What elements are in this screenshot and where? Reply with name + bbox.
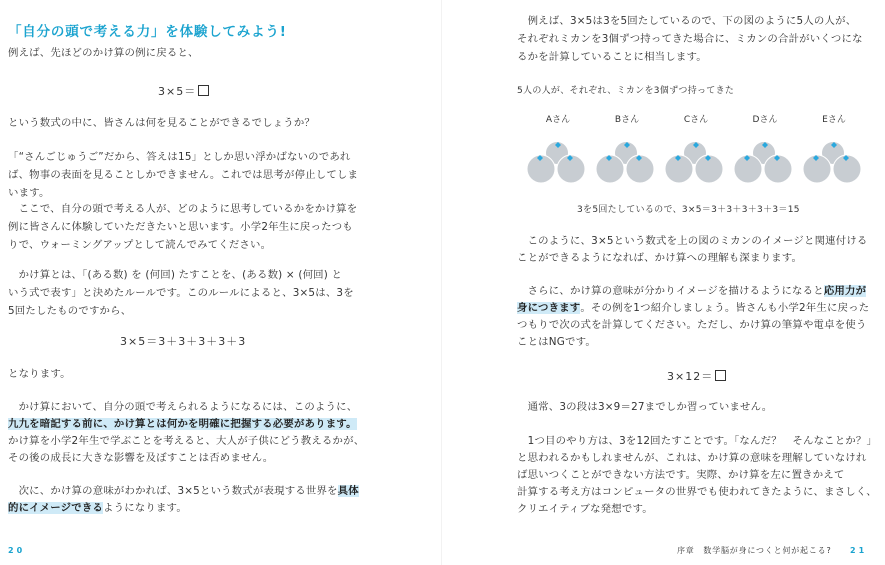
mikan-icon: [732, 140, 796, 184]
mikan-group-d: [732, 140, 796, 184]
equation: [667, 368, 726, 384]
paragraph-line: クリエイティブな発想です。: [517, 503, 653, 515]
person-label-d: Dさん: [752, 115, 778, 125]
paragraph: 通常、3の段は3×9＝27までしか習っていません。: [517, 401, 773, 413]
person-label-c: Cさん: [683, 115, 709, 125]
paragraph-line: 「“さんごじゅうご”だから、答えは15」としか思い浮かばないのであれ: [8, 151, 351, 163]
paragraph-line: ば、物事の表面を見ることしかできません。これでは思考が停止してしま: [8, 169, 359, 181]
paragraph-line: 例に皆さんに体験していただきたいと思います。小学2年生に戻ったつも: [8, 221, 353, 233]
mikan-group-a: [525, 140, 589, 184]
equation-text: 3×12＝: [667, 370, 714, 383]
highlighted-text: 九九を暗記する前に、かけ算とは何かを明確に把握する必要があります。: [8, 418, 357, 430]
mikan-icon: [663, 140, 727, 184]
answer-box: [715, 370, 726, 381]
highlighted-text: 身につきます: [517, 302, 581, 314]
paragraph-line: かけ算を小学2年生で学ぶことを考えると、大人が子供にどう教えるかが、: [8, 435, 365, 447]
paragraph-line: かけ算とは、「(ある数) を (何回) たすことを、(ある数) × (何回) と: [8, 269, 343, 281]
paragraph-line: [8, 482, 359, 500]
answer-box: [198, 85, 209, 96]
paragraph-line: 例えば、3×5は3を5回たしているので、下の図のように5人の人が、: [517, 15, 857, 27]
paragraph-line: 計算する考え方はコンピュータの世界でも使われてきたように、まさしく、: [517, 486, 877, 498]
highlighted-text: 具体: [337, 485, 359, 497]
highlighted-text: 的にイメージできる: [8, 502, 104, 514]
page-number: 20: [8, 546, 26, 555]
paragraph-line: ことはNGです。: [517, 336, 596, 348]
paragraph-line: [8, 499, 187, 517]
mikan-icon: [594, 140, 658, 184]
mikan-group-e: [801, 140, 865, 184]
paragraph-line: 5回たしたものですから、: [8, 305, 132, 317]
figure-caption: 3を5回たしているので、3×5＝3＋3＋3＋3＋3＝15: [577, 205, 800, 215]
paragraph-line: [517, 299, 869, 317]
highlighted-text: 応用力が: [823, 285, 867, 297]
paragraph-line: その後の成長に大きな影響を及ぼすことは否めません。: [8, 452, 274, 464]
paragraph-line: [8, 415, 357, 433]
mikan-group-c: [663, 140, 727, 184]
page-number: 21: [850, 546, 868, 555]
paragraph: となります。: [8, 368, 71, 380]
person-label-a: Aさん: [545, 115, 571, 125]
text-span: さらに、かけ算の意味が分かりイメージを描けるようになると: [517, 285, 824, 297]
person-label-e: Eさん: [822, 115, 846, 125]
figure-title: 5人の人が、それぞれ、ミカンを3個ずつ持ってきた: [517, 86, 735, 96]
paragraph: という数式の中に、皆さんは何を見ることができるでしょうか？: [8, 117, 316, 129]
left-page: [0, 0, 430, 565]
mikan-group-b: [594, 140, 658, 184]
paragraph-line: りで、ウォーミングアップとして読んでみてください。: [8, 239, 272, 251]
text-span: 次に、かけ算の意味がわかれば、3×5という数式が表現する世界を: [8, 485, 338, 497]
equation: [158, 83, 209, 99]
paragraph-line: と思われるかもしれませんが、これは、かけ算の意味を理解していなけれ: [517, 452, 867, 464]
mikan-icon: [801, 140, 865, 184]
paragraph-line: それぞれミカンを3個ずつ持ってきた場合に、ミカンの合計がいくつにな: [517, 33, 863, 45]
person-label-b: Bさん: [614, 115, 640, 125]
paragraph-line: ば思いつくことができない方法です。実際、かけ算を左に置きかえて: [517, 469, 845, 481]
paragraph-line: いう式で表す」と決めたルールです。このルールによると、3×5は、3を: [8, 287, 354, 299]
section-heading: 「自分の頭で考える力」を体験してみよう!: [8, 24, 287, 40]
paragraph-line: ここで、自分の頭で考える人が、どのように思考しているかをかけ算を: [8, 203, 358, 215]
paragraph-line: ことができるようになれば、かけ算への理解も深まります。: [517, 252, 803, 264]
page-gutter: [441, 0, 442, 565]
paragraph-line: 1つ目のやり方は、3を12回たすことです。「なんだ？ そんなことか？」: [517, 435, 878, 447]
paragraph-line: このように、3×5という数式を上の図のミカンのイメージと関連付ける: [517, 235, 868, 247]
text-span: 。その例を1つ紹介しましょう。皆さんも小学2年生に戻った: [580, 302, 870, 314]
paragraph: 例えば、先ほどのかけ算の例に戻ると、: [8, 47, 199, 59]
text-span: ようになります。: [103, 502, 187, 514]
right-page: [455, 0, 885, 565]
equation: 3×5＝3＋3＋3＋3＋3: [120, 335, 247, 348]
paragraph-line: つもりで次の式を計算してください。ただし、かけ算の筆算や電卓を使う: [517, 319, 867, 331]
paragraph-line: [517, 282, 866, 300]
equation-text: 3×5＝: [158, 85, 197, 98]
mikan-icon: [525, 140, 589, 184]
paragraph-line: かけ算において、自分の頭で考えられるようになるには、このように、: [8, 401, 358, 413]
paragraph-line: るかを計算していることに相当します。: [517, 51, 707, 63]
paragraph-line: います。: [8, 187, 50, 199]
running-head: 序章 数学脳が身につくと何が起こる?: [677, 546, 832, 555]
